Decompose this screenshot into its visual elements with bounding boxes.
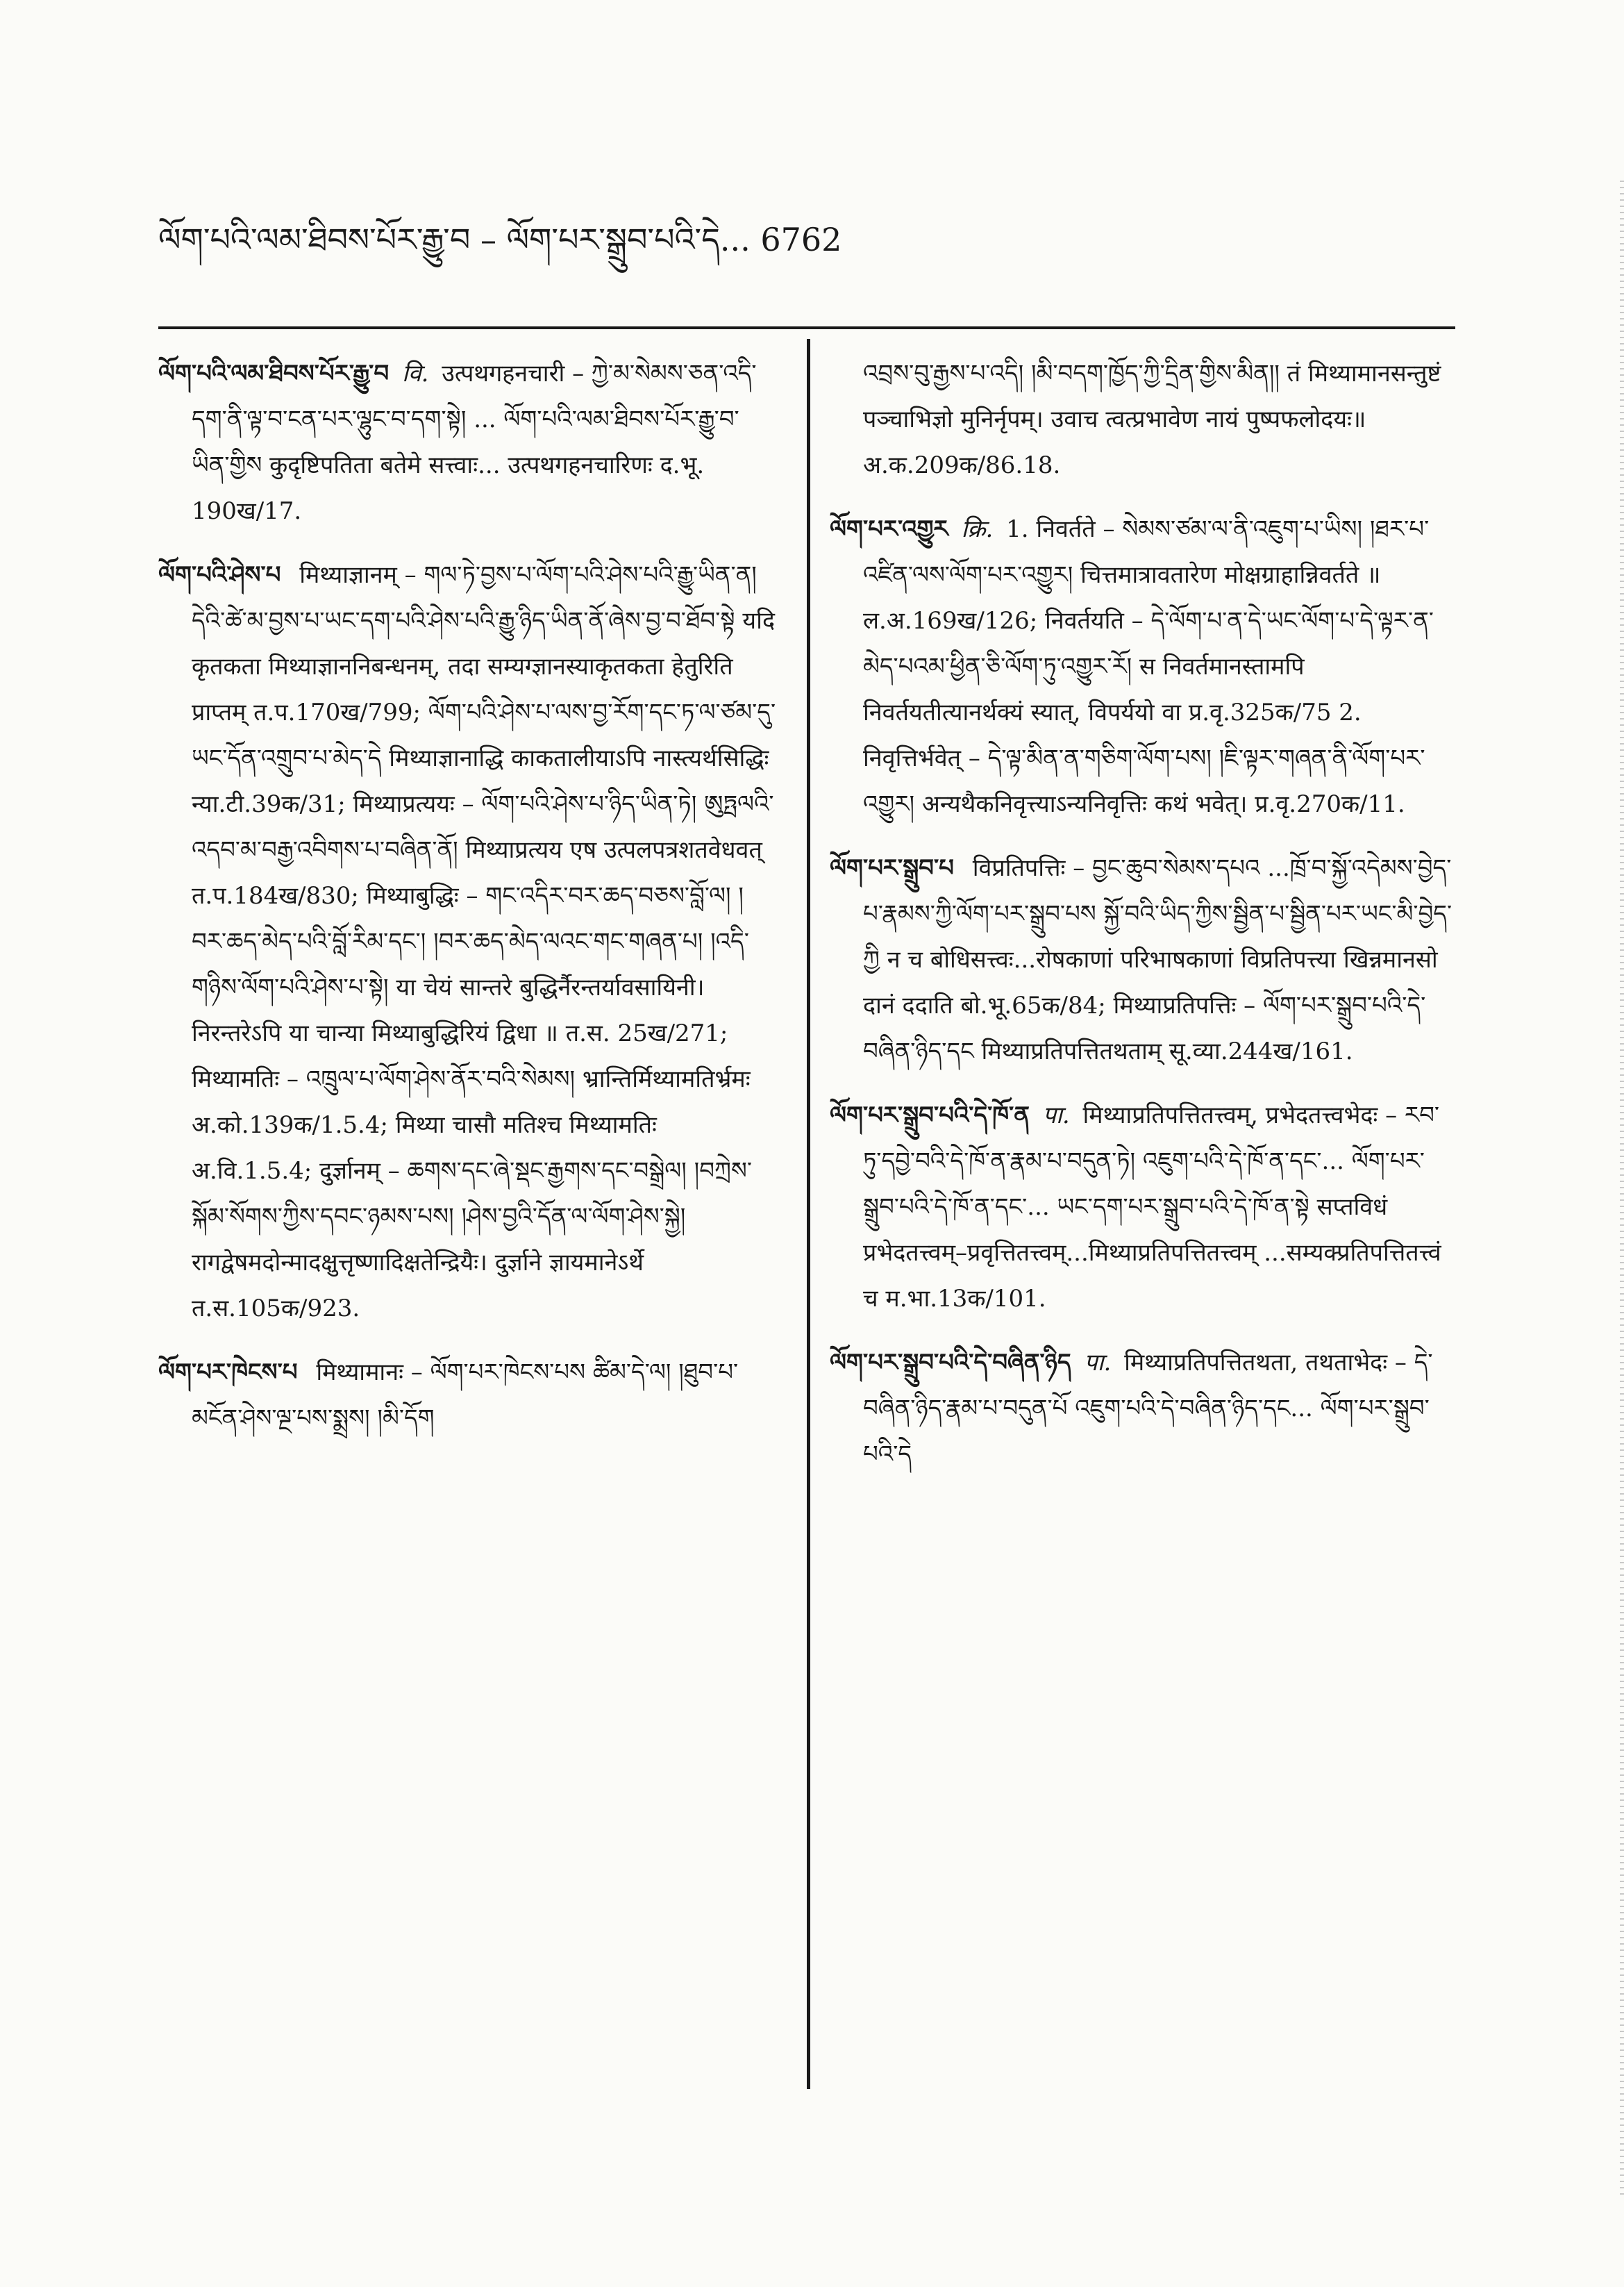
entry-continuation: འབྲས་བུ་རྒྱས་པ་འདི། །མི་བདག་ཁྱོད་ཀྱི་དྲིན་གྱིས་མིན།། तं मिथ्यामानसन्तुष्टं पञ्चाभिज्ञो मुनिर्नृपम्। उवाच त्वत्प्रभावेण नायं पुष्पफलोदयः॥ अ.क.209क/86.18. bbox=[863, 360, 1441, 479]
entry-headword: ལོག་པར་སྒྲུབ་པ bbox=[830, 854, 954, 882]
right-column bbox=[830, 351, 1453, 2101]
dictionary-entry bbox=[830, 506, 1453, 827]
dictionary-entry bbox=[830, 845, 1453, 1074]
dictionary-entry bbox=[158, 1349, 776, 1441]
dictionary-entry bbox=[830, 1092, 1453, 1322]
dictionary-entry bbox=[158, 552, 776, 1331]
dictionary-entry bbox=[158, 351, 776, 534]
entry-grammar-tag: क्रि. bbox=[961, 515, 994, 543]
entry-headword: ལོག་པར་འགྱུར bbox=[830, 515, 948, 543]
entry-body: मिथ्याप्रतिपत्तितथता, तथताभेदः – དེ་བཞིན་ཉིད་རྣམ་པ་བདུན་པོ འཇུག་པའི་དེ་བཞིན་ཉིད་དང... ལོག་པར་སྒྲུབ་པའི་དེ bbox=[863, 1349, 1433, 1468]
entry-grammar-tag: वि. bbox=[401, 360, 429, 388]
dictionary-entry bbox=[830, 1340, 1453, 1477]
header-rule bbox=[158, 326, 1455, 329]
entry-body: मिथ्याज्ञानम् – གལ་ཏེ་བྱས་པ་ལོག་པའི་ཤེས་པའི་རྒྱུ་ཡིན་ན། དེའི་ཚེ་མ་བྱས་པ་ཡང་དག་པའི་ཤེས་པའི་རྒྱུ་ཉིད་ཡིན་ནོ་ཞེས་བྱ་བ་ཐོབ་སྟེ यदि कृतकता मिथ्याज्ञाननिबन्धनम्, तदा सम्यग्ज्ञानस्याकृतकता हेतुरिति प्राप्तम् त.प.170ख/799; ལོག་པའི་ཤེས་པ་ལས་བྱ་རོག་དང་ཏ་ལ་ཙམ་དུ་ཡང་དོན་འགྲུབ་པ་མེད་དེ मिथ्याज्ञानाद्धि काकतालीयाऽपि नास्त्यर्थसिद्धिः न्या.टी.39क/31; मिथ्याप्रत्ययः – ལོག་པའི་ཤེས་པ་ཉིད་ཡིན་ཏེ། ཨུཏྤལའི་འདབ་མ་བརྒྱ་འབིགས་པ་བཞིན་ནོ། मिथ्याप्रत्यय एष उत्पलपत्रशतवेधवत् त.प.184ख/830; मिथ्याबुद्धिः – གང་འདིར་བར་ཆད་བཅས་བློ་ལ། །བར་ཆད་མེད་པའི་བློ་རིམ་དང་། །བར་ཆད་མེད་ལའང་གང་གཞན་པ། །འདི་གཉིས་ལོག་པའི་ཤེས་པ་སྟེ། या चेयं सान्तरे बुद्धिर्नैरन्तर्यावसायिनी। निरन्तरेऽपि या चान्या मिथ्याबुद्धिरियं द्विधा ॥ त.स. 25ख/271; मिथ्यामतिः – འཁྲུལ་པ་ལོག་ཤེས་ནོར་བའི་སེམས། भ्रान्तिर्मिथ्यामतिर्भ्रमः अ.को.139क/1.5.4; मिथ्या चासौ मतिश्च मिथ्यामतिः अ.वि.1.5.4; दुर्ज्ञानम् – ཆགས་དང་ཞེ་སྡང་རྒྱགས་དང་བསྒྲེལ། །བཀྲེས་སྐོམ་སོགས་ཀྱིས་དབང་ཉམས་པས། །ཤེས་བྱའི་དོན་ལ་ལོག་ཤེས་སྐྱེ། रागद्वेषमदोन्मादक्षुत्तृष्णादिक्षतेन्द्रियैः। दुर्ज्ञाने ज्ञायमानेऽर्थे त.स.105क/923. bbox=[192, 561, 776, 1322]
column-divider bbox=[807, 339, 810, 2089]
running-head: ལོག་པའི་ལམ་ཐིབས་པོར་རྒྱུ་བ – ལོག་པར་སྒྲུབ་པའི་དེ... 6762 bbox=[158, 221, 842, 258]
entry-headword: ལོག་པར་སྒྲུབ་པའི་དེ་ཁོ་ན bbox=[830, 1101, 1030, 1129]
entry-body: मिथ्याप्रतिपत्तितत्त्वम्, प्रभेदतत्त्वभेदः – རབ་ཏུ་དབྱེ་བའི་དེ་ཁོ་ན་རྣམ་པ་བདུན་ཏེ། འཇུག་པའི་དེ་ཁོ་ན་དང་... ལོག་པར་སྒྲུབ་པའི་དེ་ཁོ་ན་དང་... ཡང་དག་པར་སྒྲུབ་པའི་དེ་ཁོ་ན་སྟེ सप्तविधं प्रभेदतत्त्वम्–प्रवृत्तितत्त्वम्...मिथ्याप्रतिपत्तितत्त्वम् ...सम्यक्प्रतिपत्तितत्त्वं च म.भा.13क/101. bbox=[863, 1101, 1441, 1313]
scan-edge-artifact bbox=[1620, 181, 1624, 2195]
entry-body: उत्पथगहनचारी – ཀྱེ་མ་སེམས་ཅན་འདི་དག་ནི་ལྟ་བ་ངན་པར་ལྷུང་བ་དག་སྟེ། ... ལོག་པའི་ལམ་ཐིབས་པོར་རྒྱུ་བ་ཡིན་གྱིས कुदृष्टिपतिता बतेमे सत्त्वाः... उत्पथगहनचारिणः द.भू. 190ख/17. bbox=[192, 360, 757, 525]
left-column bbox=[158, 351, 776, 2101]
entry-grammar-tag: पा. bbox=[1042, 1101, 1070, 1129]
entry-headword: ལོག་པར་སྒྲུབ་པའི་དེ་བཞིན་ཉིད bbox=[830, 1349, 1071, 1377]
entry-headword: ལོག་པའི་ལམ་ཐིབས་པོར་རྒྱུ་བ bbox=[158, 360, 390, 388]
entry-headword: ལོག་པར་ཁེངས་པ bbox=[158, 1358, 298, 1386]
entry-body: मिथ्यामानः – ལོག་པར་ཁེངས་པས ཚིམ་དེ་ལ། །ཐུབ་པ་མངོན་ཤེས་ལྔ་པས་སྨྲས། །མི་དོག bbox=[192, 1358, 739, 1432]
entry-grammar-tag: पा. bbox=[1084, 1349, 1112, 1377]
entry-body: 1. निवर्तते – སེམས་ཙམ་ལ་ནི་འཇུག་པ་ཡིས། །ཐར་པ་འཛིན་ལས་ལོག་པར་འགྱུར། चित्तमात्रावतारेण मोक्षग्राहान्निवर्तते ॥ ल.अ.169ख/126; निवर्तयति – དེ་ལོག་པ་ན་དེ་ཡང་ལོག་པ་དེ་ལྟར་ན་མེད་པའམ་ཕྱིན་ཅི་ལོག་ཏུ་འགྱུར་རོ། स निवर्तमानस्तामपि निवर्तयतीत्यानर्थक्यं स्यात्, विपर्ययो वा प्र.वृ.325क/75 2. निवृत्तिर्भवेत् – དེ་ལྟ་མིན་ན་གཅིག་ལོག་པས། །ཇི་ལྟར་གཞན་ནི་ལོག་པར་འགྱུར། अन्यथैकनिवृत्त्याऽन्यनिवृत्तिः कथं भवेत्। प्र.वृ.270क/11. bbox=[863, 515, 1434, 818]
entry-headword: ལོག་པའི་ཤེས་པ bbox=[158, 561, 281, 589]
entry-body: विप्रतिपत्तिः – བྱང་ཆུབ་སེམས་དཔའ ...ཁྲོ་བ་སྐྱོ་འདེམས་བྱེད་པ་རྣམས་ཀྱི་ལོག་པར་སྒྲུབ་པས སྐྱོ་བའི་ཡིད་ཀྱིས་སྦྱིན་པ་སྦྱིན་པར་ཡང་མི་བྱེད་ཀྱི न च बोधिसत्त्वः...रोषकाणां परिभाषकाणां विप्रतिपत्त्या खिन्नमानसो दानं ददाति बो.भू.65क/84; मिथ्याप्रतिपत्तिः – ལོག་པར་སྒྲུབ་པའི་དེ་བཞིན་ཉིད་དང मिथ्याप्रतिपत्तितथताम् सू.व्या.244ख/161. bbox=[863, 854, 1453, 1065]
